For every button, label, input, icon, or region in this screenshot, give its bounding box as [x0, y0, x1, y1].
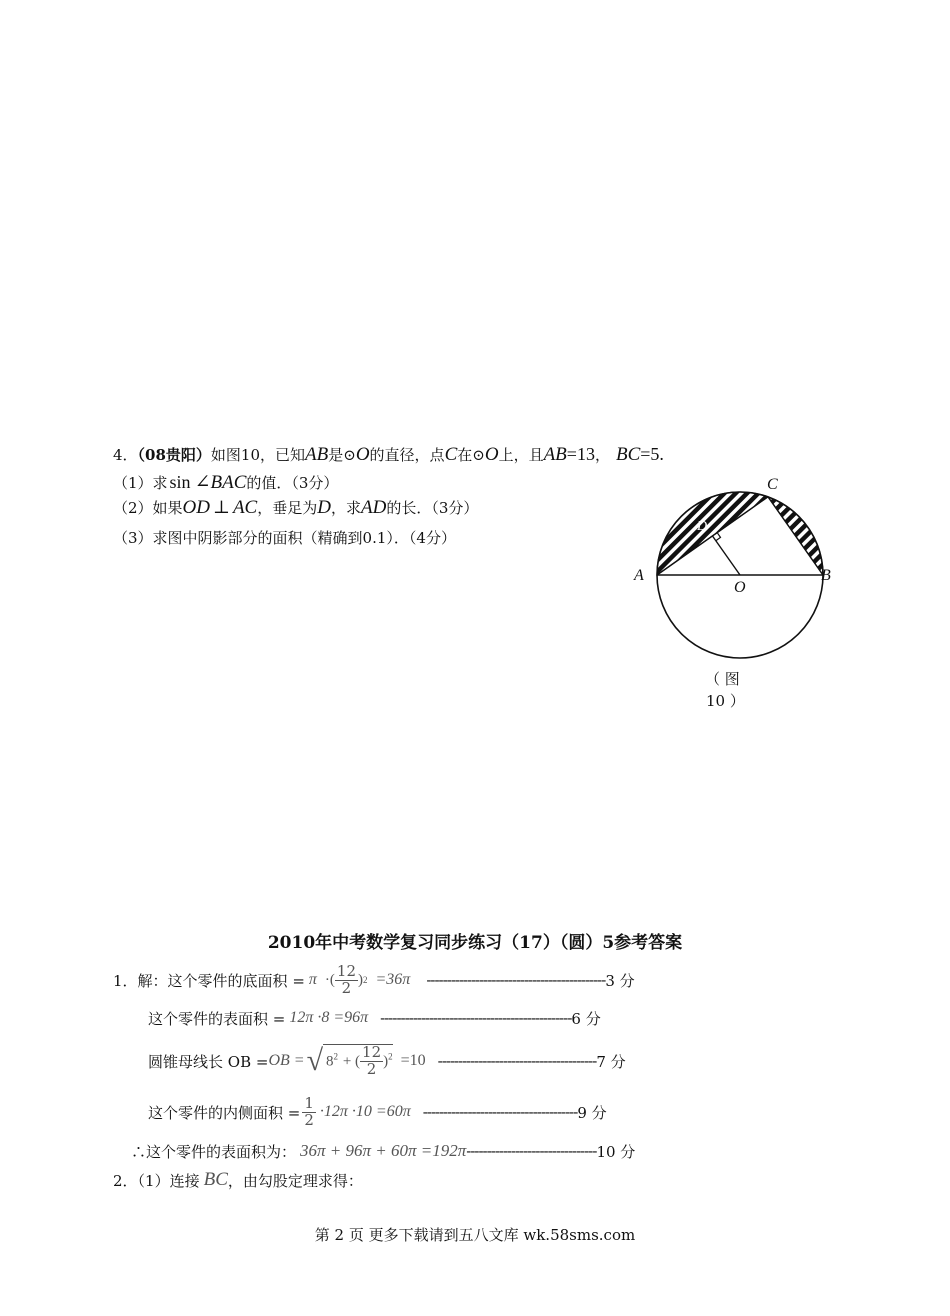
text: 1．解：这个零件的底面积 = [113, 971, 305, 990]
result: =36π [375, 971, 411, 988]
text: ，由勾股定理求得： [227, 1171, 363, 1190]
math-o: O [355, 444, 370, 465]
answer-row-1 [113, 958, 635, 1002]
question-number: 4． [113, 446, 138, 464]
numerator: 12 [336, 961, 356, 980]
numerator: 12 [362, 1043, 382, 1062]
score: 10 分 [596, 1142, 636, 1161]
denominator: 2 [366, 1060, 377, 1078]
math-o: O [484, 444, 499, 465]
q4-line3 [113, 497, 478, 519]
label-o: O [734, 579, 746, 596]
text: 2．（1）连接 [113, 1171, 200, 1190]
answer-row-6 [113, 1167, 363, 1193]
text: 在⊙ [457, 446, 485, 464]
expression: ·12π ·10 =60π [319, 1103, 411, 1120]
text: 的直径，点 [369, 446, 445, 464]
value: =13 [566, 444, 595, 464]
page-footer: 第 2 页 更多下载请到五八文库 wk.58sms.com [314, 1226, 636, 1244]
text: （1）求 [113, 474, 168, 492]
fraction [335, 961, 358, 997]
answers-title: 2010年中考数学复习同步练习（17）（圆）5参考答案 [267, 933, 683, 953]
text: 这个零件的表面积 = [148, 1009, 286, 1028]
paren: ) [358, 971, 363, 988]
base: 8 [326, 1053, 334, 1070]
text: 的长．（3分） [386, 499, 479, 517]
math-ab: AB [305, 444, 329, 465]
exponent: 2 [363, 975, 368, 985]
label-b: B [821, 567, 831, 584]
dash-leader: -------------------------------------- [422, 1103, 578, 1121]
label-c: C [767, 476, 778, 493]
math-ob: OB = [268, 1052, 305, 1069]
text: 的值．（3分） [246, 474, 339, 492]
math-ad: AD [360, 497, 387, 518]
exponent: 2 [388, 1051, 393, 1062]
text: . [659, 444, 664, 464]
math-angle: ∠BAC [194, 472, 247, 493]
dash-leader: -------------------------------------------- [426, 971, 606, 989]
figure-caption-line2: 10 ） [706, 692, 745, 710]
expression: 12π ·8 =96π [289, 1009, 369, 1026]
denominator: 2 [341, 978, 352, 997]
paren: ) [383, 1053, 389, 1070]
text: （2）如果 [113, 499, 183, 517]
text: ·( [324, 971, 335, 988]
sqrt-symbol: √ [306, 1044, 324, 1077]
score: 3 分 [605, 971, 635, 990]
text: ，求 [330, 499, 361, 517]
figure-caption-line1: （ 图 [705, 670, 740, 688]
text: 如图10，已知 [210, 446, 306, 464]
result: =10 [400, 1052, 426, 1069]
answer-row-5 [131, 1138, 635, 1164]
math-od: OD [182, 497, 210, 518]
plus: + ( [342, 1053, 361, 1070]
dash-leader: --------------------------------------- [437, 1052, 597, 1070]
dash-leader: -------------------------------- [466, 1142, 597, 1160]
denominator: 2 [304, 1110, 314, 1129]
text: ，垂足为 [257, 499, 318, 517]
text: 上，且 [498, 446, 544, 464]
text: 这个零件的内侧面积 = [148, 1103, 301, 1122]
math-c: C [444, 444, 458, 465]
text: 是⊙ [328, 446, 356, 464]
text: 圆锥母线长 OB = [148, 1052, 269, 1071]
sqrt-body [323, 1044, 393, 1078]
chord-cb [768, 497, 823, 575]
math-bc: BC [615, 444, 641, 465]
dash-leader: ----------------------------------------------- [380, 1009, 572, 1027]
q4-line1 [113, 444, 664, 466]
q4-line4: （3）求图中阴影部分的面积（精确到0.1）．（4分） [113, 529, 456, 547]
math-sin: sin [169, 472, 191, 492]
value: =5 [640, 444, 660, 464]
question-source: （08贵阳） [137, 446, 211, 464]
answer-row-2 [148, 1005, 601, 1031]
label-d: D [697, 519, 708, 534]
q4-line2 [113, 471, 338, 494]
math-ac: AC [232, 497, 258, 518]
answer-row-4 [148, 1090, 607, 1134]
expression: 36π + 96π + 60π =192π [300, 1141, 467, 1160]
numerator: 1 [304, 1093, 314, 1112]
answer-row-3 [148, 1036, 626, 1086]
fraction [360, 1045, 383, 1078]
math-bc: BC [203, 1169, 228, 1190]
text: ∴这个零件的表面积为： [131, 1142, 297, 1161]
score: 9 分 [577, 1103, 607, 1122]
segment-od [713, 536, 741, 575]
math-pi: π [308, 971, 317, 988]
score: 7 分 [596, 1052, 626, 1071]
circle-figure [620, 470, 850, 680]
perp-symbol: ⊥ [213, 497, 230, 517]
fraction [302, 1093, 316, 1129]
text: ， [594, 446, 610, 464]
label-a: A [634, 567, 644, 584]
math-d: D [317, 497, 331, 518]
math-ab: AB [543, 444, 567, 465]
exponent: 2 [333, 1051, 339, 1062]
score: 6 分 [571, 1009, 601, 1028]
